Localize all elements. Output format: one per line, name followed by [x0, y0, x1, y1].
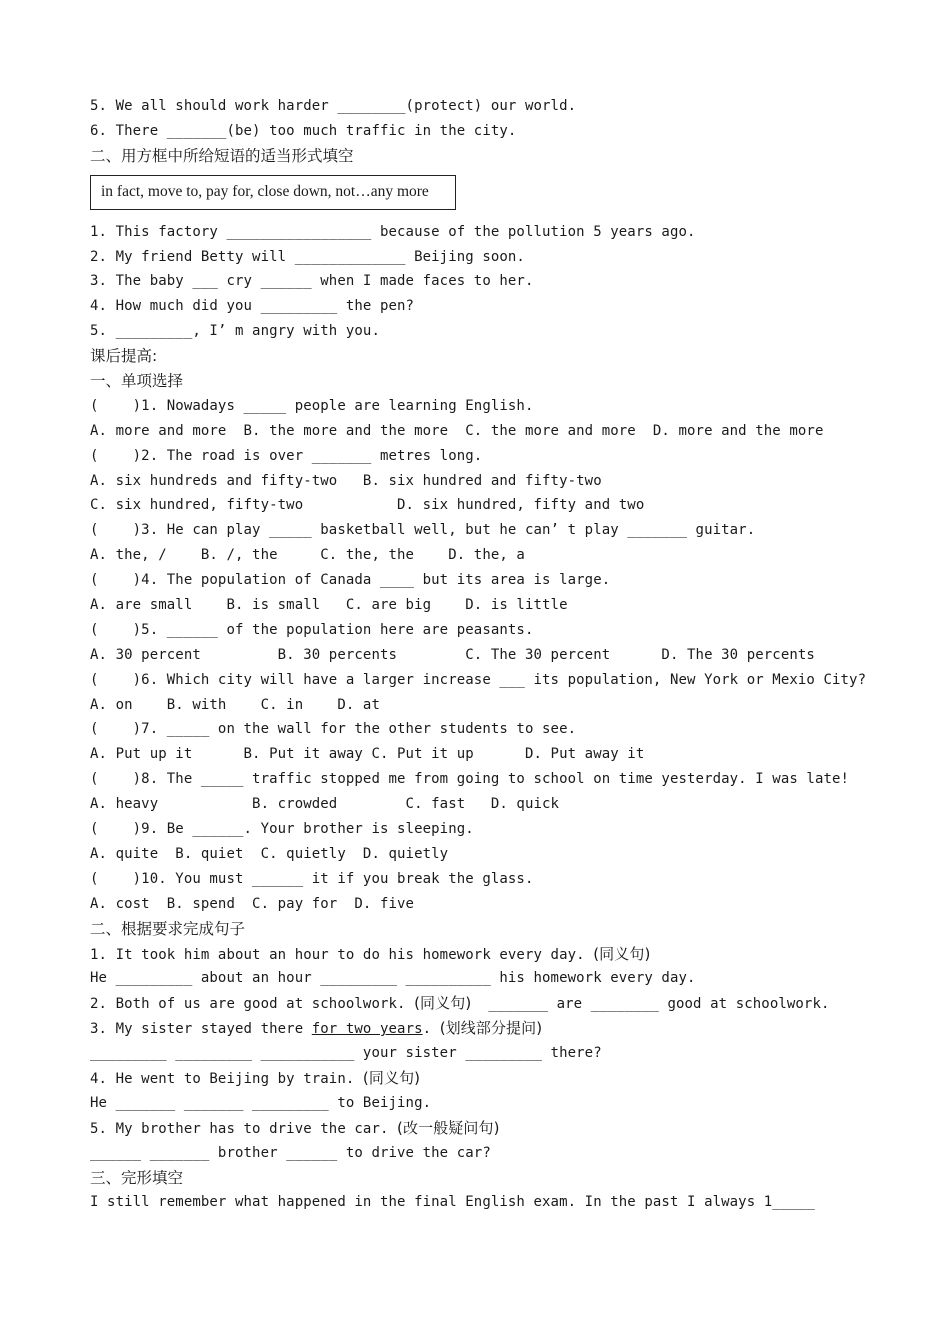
mc-line: ( )9. Be ______. Your brother is sleeping. — [90, 821, 474, 838]
section-heading-cloze: 三、完形填空 — [90, 1168, 184, 1187]
mc-line: A. heavy B. crowded C. fast D. quick — [90, 796, 560, 813]
worksheet-page — [90, 94, 870, 1215]
rewrite-question-1 — [90, 942, 870, 967]
rewrite-answer-3: _________ _________ ___________ your sister _________ there? — [90, 1045, 602, 1062]
mc-line: A. six hundreds and fifty-two B. six hundred and fifty-two — [90, 472, 602, 489]
section-heading-multiple-choice: 一、单项选择 — [90, 372, 184, 391]
mc-line: A. the, / B. /, the C. the, the D. the, a — [90, 547, 525, 564]
rewrite-instruction: (改一般疑问句) — [397, 1118, 500, 1137]
mc-line: ( )2. The road is over _______ metres long. — [90, 447, 483, 464]
cloze-text: I still remember what happened in the final English exam. In the past I always 1_____ — [90, 1194, 815, 1211]
mc-line: C. six hundred, fifty-two D. six hundred, fifty and two — [90, 497, 645, 514]
rewrite-question-2 — [90, 991, 870, 1016]
after-class-heading: 课后提高: — [90, 347, 158, 366]
fill-item-6: 6. There _______(be) too much traffic in the city. — [90, 122, 517, 139]
rewrite-question-text: 4. He went to Beijing by train. — [90, 1070, 363, 1087]
phrase-item-5: 5. _________, I’ m angry with you. — [90, 323, 380, 340]
phrase-item-4: 4. How much did you _________ the pen? — [90, 298, 415, 315]
mc-line: ( )8. The _____ traffic stopped me from going to school on time yesterday. I was late! — [90, 771, 850, 788]
rewrite-answer-inline: _______ are ________ good at schoolwork. — [471, 996, 830, 1013]
rewrite-instruction: (同义句) — [593, 944, 651, 963]
phrase-item-1: 1. This factory _________________ because of the pollution 5 years ago. — [90, 223, 696, 240]
rewrite-question-5 — [90, 1116, 870, 1141]
rewrite-question-text: 5. My brother has to drive the car. — [90, 1120, 398, 1137]
phrase-box: in fact, move to, pay for, close down, not…any more — [90, 175, 456, 210]
rewrite-instruction: (同义句) — [414, 994, 472, 1013]
rewrite-answer-1: He _________ about an hour _________ __________ his homework every day. — [90, 970, 696, 987]
mc-line: ( )10. You must ______ it if you break the glass. — [90, 870, 534, 887]
rewrite-answer-4: He _______ _______ _________ to Beijing. — [90, 1094, 432, 1111]
mc-line: A. quite B. quiet C. quietly D. quietly — [90, 845, 449, 862]
mc-line: A. on B. with C. in D. at — [90, 696, 380, 713]
rewrite-question-text: 1. It took him about an hour to do his homework every day. — [90, 946, 594, 963]
rewrite-question-3 — [90, 1016, 870, 1041]
rewrite-instruction: (划线部分提问) — [439, 1019, 543, 1038]
mc-line: ( )3. He can play _____ basketball well, but he can’ t play _______ guitar. — [90, 522, 756, 539]
mc-line: ( )7. _____ on the wall for the other students to see. — [90, 721, 577, 738]
rewrite-question-text: 3. My sister stayed there — [90, 1021, 312, 1038]
section-heading-rewrite: 二、根据要求完成句子 — [90, 919, 246, 938]
mc-line: ( )1. Nowadays _____ people are learning English. — [90, 397, 534, 414]
rewrite-answer-5: ______ _______ brother ______ to drive the car? — [90, 1144, 491, 1161]
mc-line: ( )4. The population of Canada ____ but its area is large. — [90, 572, 611, 589]
mc-line: ( )6. Which city will have a larger increase ___ its population, New York or Mexio City? — [90, 671, 867, 688]
rewrite-instruction: (同义句) — [362, 1068, 421, 1087]
mc-line: ( )5. ______ of the population here are peasants. — [90, 621, 534, 638]
rewrite-question-text: 2. Both of us are good at schoolwork. — [90, 996, 415, 1013]
mc-line: A. 30 percent B. 30 percents C. The 30 percent D. The 30 percents — [90, 646, 815, 663]
underlined-phrase: for two years — [311, 1021, 423, 1038]
fill-item-5: 5. We all should work harder ________(protect) our world. — [90, 98, 577, 114]
mc-line: A. are small B. is small C. are big D. is little — [90, 597, 568, 614]
rewrite-question-text: . — [422, 1021, 440, 1038]
phrase-item-3: 3. The baby ___ cry ______ when I made faces to her. — [90, 273, 534, 290]
section-heading-phrases: 二、用方框中所给短语的适当形式填空 — [90, 146, 354, 165]
mc-line: A. more and more B. the more and the more C. the more and more D. more and the more — [90, 422, 824, 439]
phrase-item-2: 2. My friend Betty will _____________ Beijing soon. — [90, 248, 525, 265]
mc-line: A. Put up it B. Put it away C. Put it up D. Put away it — [90, 746, 645, 763]
rewrite-question-4 — [90, 1066, 870, 1091]
mc-line: A. cost B. spend C. pay for D. five — [90, 895, 415, 912]
